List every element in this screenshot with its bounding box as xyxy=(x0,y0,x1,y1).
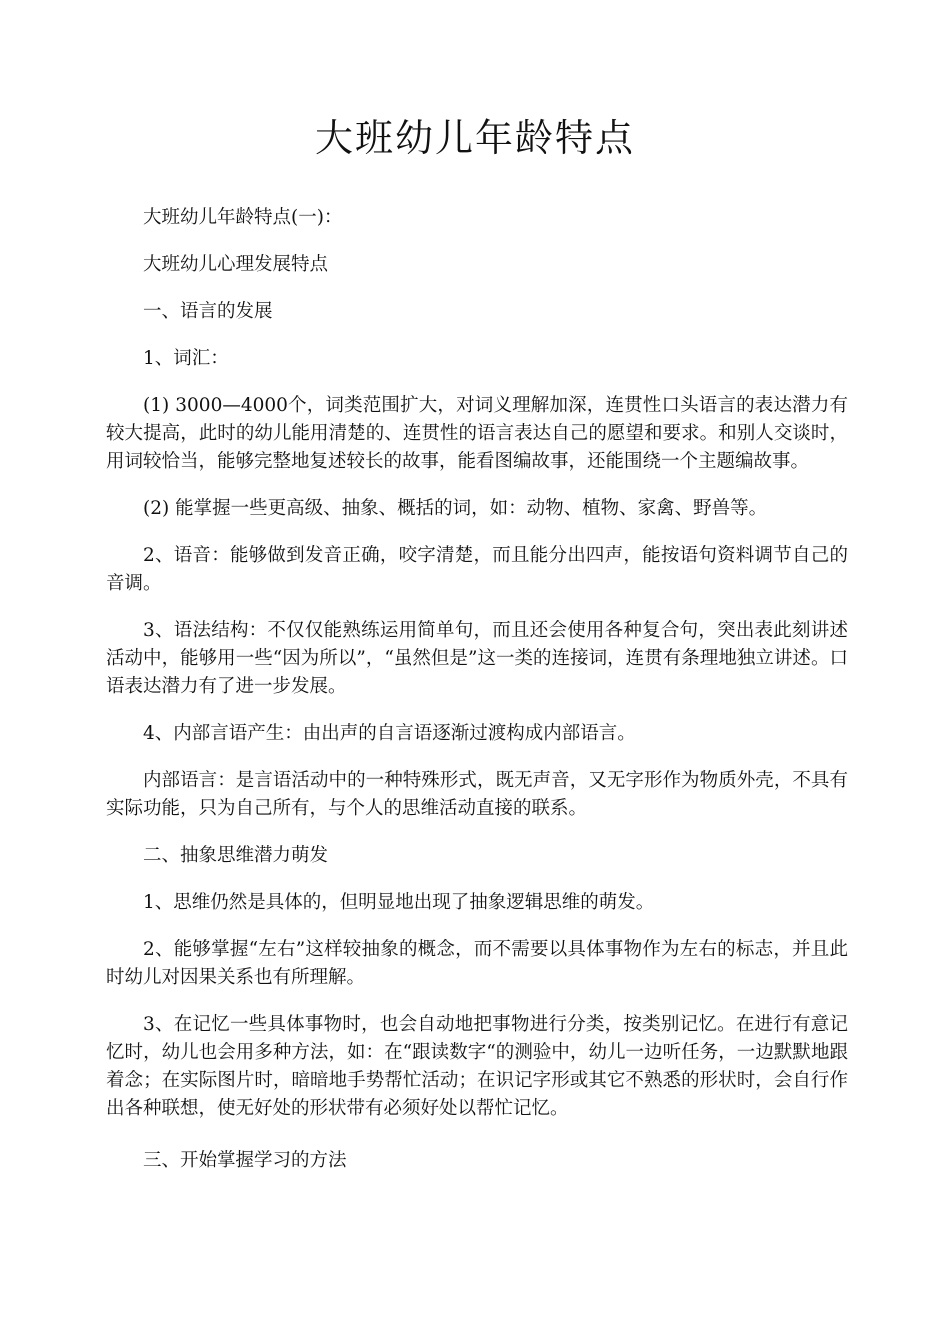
paragraph-grammar: 3、语法结构：不仅仅能熟练运用简单句，而且还会使用各种复合句，突出表此刻讲述活动中，能够用一些“因为所以”，“虽然但是”这一类的连接词，连贯有条理地独立讲述。口语表达潜力有了进一步发展。 xyxy=(106,620,848,697)
paragraph-inner-speech: 4、内部言语产生：由出声的自言语逐渐过渡构成内部语言。 xyxy=(143,723,636,744)
paragraph-inner-speech-definition: 内部语言：是言语活动中的一种特殊形式，既无声音，又无字形作为物质外壳，不具有实际功能，只为自己所有，与个人的思维活动直接的联系。 xyxy=(106,770,848,819)
paragraph-vocabulary-heading: 1、词汇： xyxy=(143,348,229,369)
paragraph-heading-thinking: 二、抽象思维潜力萌发 xyxy=(143,845,329,866)
paragraph-heading-learning: 三、开始掌握学习的方法 xyxy=(143,1150,347,1171)
document-body xyxy=(106,204,848,1194)
paragraph-phonetics: 2、语音：能够做到发音正确，咬字清楚，而且能分出四声，能按语句资料调节自己的音调。 xyxy=(106,545,848,594)
paragraph-vocabulary-1: (1) 3000—4000个，词类范围扩大，对词义理解加深，连贯性口头语言的表达潜力有较大提高，此时的幼儿能用清楚的、连贯性的语言表达自己的愿望和要求。和别人交谈时，用词较恰当，能够完整地复述较长的故事，能看图编故事，还能围绕一个主题编故事。 xyxy=(106,395,848,472)
document-title: 大班幼儿年龄特点 xyxy=(314,116,635,160)
paragraph-vocabulary-2: (2) 能掌握一些更高级、抽象、概括的词，如：动物、植物、家禽、野兽等。 xyxy=(143,498,768,519)
paragraph-thinking-1: 1、思维仍然是具体的，但明显地出现了抽象逻辑思维的萌发。 xyxy=(143,892,655,913)
paragraph-subtitle: 大班幼儿心理发展特点 xyxy=(143,254,329,275)
paragraph-thinking-2: 2、能够掌握“左右”这样较抽象的概念，而不需要以具体事物作为左右的标志，并且此时幼儿对因果关系也有所理解。 xyxy=(106,939,848,988)
paragraph-thinking-3: 3、在记忆一些具体事物时，也会自动地把事物进行分类，按类别记忆。在进行有意记忆时，幼儿也会用多种方法，如：在“跟读数字“的测验中，幼儿一边听任务，一边默默地跟着念；在实际图片时，暗暗地手势帮忙活动；在识记字形或其它不熟悉的形状时，会自行作出各种联想，使无好处的形状带有必须好处以帮忙记忆。 xyxy=(106,1014,848,1119)
paragraph-heading-language: 一、语言的发展 xyxy=(143,301,273,322)
paragraph-section-heading: 大班幼儿年龄特点(一)： xyxy=(143,207,343,228)
